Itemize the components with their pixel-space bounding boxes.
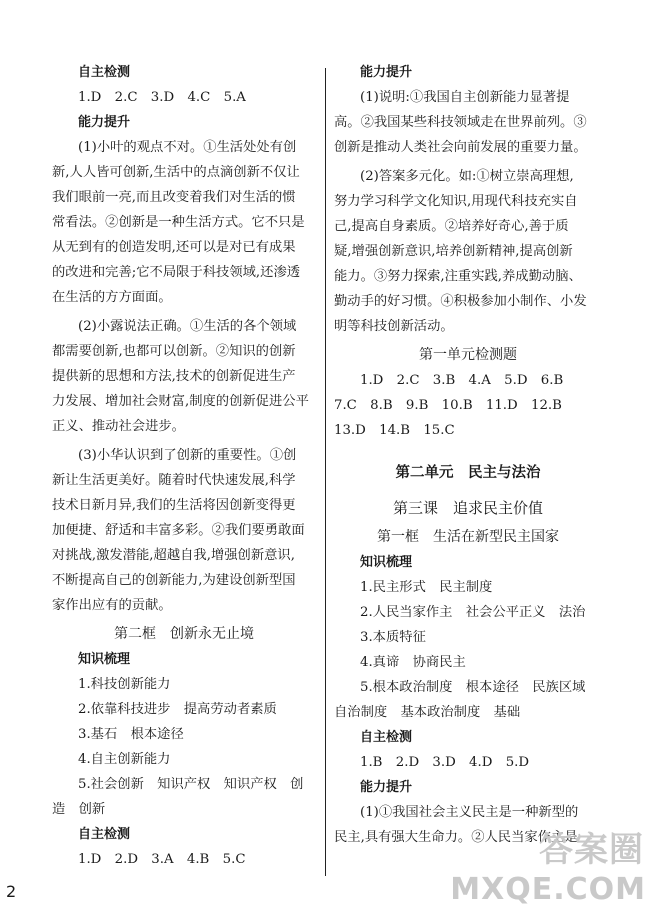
text-line: 在生活的方方面面。 (52, 290, 172, 305)
text-line: 勤动手的好习惯。④积极参加小制作、小发 (334, 294, 587, 309)
section-heading: 能力提升 (360, 65, 413, 80)
text-line: (2)答案多元化。如:①树立崇高理想, (360, 169, 574, 184)
watermark-url: MXQE.COM (450, 872, 646, 907)
section-heading: 自主检测 (360, 730, 413, 745)
text-line: 造 创新 (52, 802, 106, 817)
spacer (334, 443, 602, 461)
text-line: (1)说明:①我国自主创新能力显著提 (360, 90, 570, 105)
text-line: 3.基石 根本途径 (78, 727, 184, 742)
left-column (52, 60, 316, 872)
title-heading: 第三课 追求民主价值 (392, 499, 543, 517)
text-line: 疑,增强创新意识,培养创新精神,提高创新 (334, 244, 573, 259)
section-heading: 自主检测 (78, 827, 131, 842)
text-line: 13.D 14.B 15.C (334, 423, 455, 438)
text-line: 己,提高自身素质。②培养好奇心,善于质 (334, 219, 569, 234)
text-line: 新,人人皆可创新,生活中的点滴创新不仅让 (52, 165, 300, 180)
text-line: 民主,具有强大生命力。②人民当家作主是 (334, 830, 578, 845)
column-divider (325, 68, 326, 876)
text-line: 1.D 2.C 3.D 4.C 5.A (78, 90, 246, 105)
text-line: 力发展、增加社会财富,制度的创新促进公平 (52, 394, 309, 409)
right-column (334, 60, 602, 850)
title-heading: 第一框 生活在新型民主国家 (377, 529, 559, 545)
title-heading: 第一单元检测题 (419, 347, 517, 363)
text-line: 1.D 2.D 3.A 4.B 5.C (78, 852, 246, 867)
text-line: 高。②我国某些科技领域走在世界前列。③ (334, 115, 587, 130)
text-line: 努力学习科学文化知识,用现代科技充实自 (334, 194, 578, 209)
text-line: 提供新的思想和方法,技术的创新促进生产 (52, 369, 296, 384)
text-line: 自治制度 基本政治制度 基础 (334, 705, 521, 720)
text-line: (1)小叶的观点不对。①生活处处有创 (78, 140, 297, 155)
text-line: 能力。③努力探索,注重实践,养成勤动脑、 (334, 269, 582, 284)
text-line: (3)小华认识到了创新的重要性。①创 (78, 448, 297, 463)
title-heading: 第二单元 民主与法治 (395, 465, 541, 481)
section-heading: 能力提升 (78, 115, 131, 130)
text-line: 2.依靠科技进步 提高劳动者素质 (78, 702, 277, 717)
text-line: 不断提高自己的创新能力,为建设创新型国 (52, 573, 296, 588)
text-line: (2)小露说法正确。①生活的各个领域 (78, 319, 297, 334)
section-heading: 知识梳理 (360, 555, 413, 570)
text-line: 5.根本政治制度 根本途径 民族区域 (360, 680, 586, 695)
text-line: 我们眼前一亮,而且改变着我们对生活的惯 (52, 190, 296, 205)
text-line: 正义、推动社会进步。 (52, 419, 185, 434)
text-line: 从无到有的创造发明,还可以是对已有成果 (52, 240, 296, 255)
text-line: 技术日新月异,我们的生活将因创新变得更 (52, 498, 296, 513)
text-line: 新让生活更美好。随着时代快速发展,科学 (52, 473, 296, 488)
section-heading: 知识梳理 (78, 652, 131, 667)
text-line: 1.民主形式 民主制度 (360, 580, 493, 595)
text-line: 1.D 2.C 3.B 4.A 5.D 6.B (360, 373, 564, 388)
text-line: 明等科技创新活动。 (334, 319, 454, 334)
spacer (334, 486, 602, 496)
text-line: 1.科技创新能力 (78, 677, 171, 692)
text-line: 3.本质特征 (360, 630, 426, 645)
text-line: 5.社会创新 知识产权 知识产权 创 (78, 777, 304, 792)
text-line: 常看法。②创新是一种生活方式。它不只是 (52, 215, 305, 230)
text-line: 4.真谛 协商民主 (360, 655, 466, 670)
title-heading: 第二框 创新永无止境 (114, 626, 254, 642)
text-line: (1)①我国社会主义民主是一种新型的 (360, 805, 579, 820)
page-number: 2 (6, 882, 17, 901)
text-line: 7.C 8.B 9.B 10.B 11.D 12.B (334, 398, 562, 413)
text-line: 1.B 2.D 3.D 4.D 5.D (360, 755, 530, 770)
text-line: 加便捷、舒适和丰富多彩。②我们要勇敢面 (52, 523, 305, 538)
text-line: 的改进和完善;它不局限于科技领域,还渗透 (52, 265, 301, 280)
text-line: 都需要创新,也都可以创新。②知识的创新 (52, 344, 296, 359)
text-line: 4.自主创新能力 (78, 752, 171, 767)
text-line: 家作出应有的贡献。 (52, 598, 172, 613)
text-line: 对挑战,激发潜能,超越自我,增强创新意识, (52, 548, 295, 563)
watermark-logo-text: 答案圈 (539, 830, 644, 870)
text-line: 2.人民当家作主 社会公平正义 法治 (360, 605, 586, 620)
section-heading: 能力提升 (360, 780, 413, 795)
text-line: 创新是推动人类社会向前发展的重要力量。 (334, 140, 587, 155)
section-heading: 自主检测 (78, 65, 131, 80)
